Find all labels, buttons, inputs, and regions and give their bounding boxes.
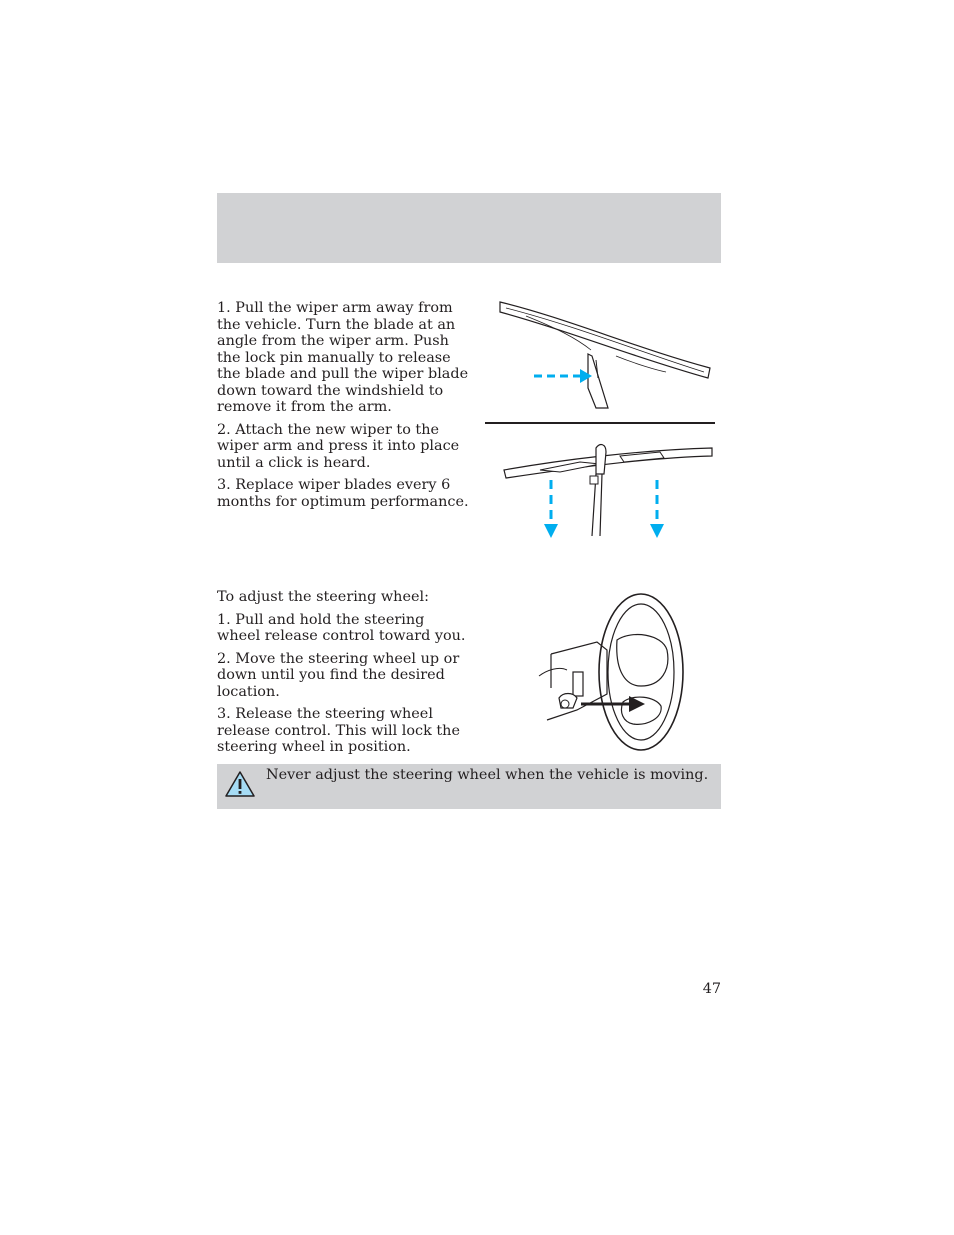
steering-wheel-illustration [537,590,689,754]
wiper-instructions [217,300,472,516]
section-header-band [217,193,721,263]
steering-step-2: 2. Move the steering wheel up or down until you find the desired location. [217,650,460,700]
wiper-step-1: 1. Pull the wiper arm away from the vehicle. Turn the blade at an angle from the wiper arm. Push the lock pin manually to release the blade and pull the wiper blade down toward the windshield to remove it from the arm. [217,300,469,415]
wiper-removal-illustration [496,298,712,410]
steering-step-3: 3. Release the steering wheel release control. This will lock the steering wheel in position. [217,706,460,755]
page-number: 47 [702,981,721,997]
steering-intro: To adjust the steering wheel: [217,589,429,605]
steering-instructions [217,589,472,762]
wiper-install-illustration [500,440,714,542]
warning-triangle-icon [224,770,256,798]
figure-divider [485,422,715,424]
steering-step-1: 1. Pull and hold the steering wheel release control toward you. [217,611,466,644]
wiper-step-2: 2. Attach the new wiper to the wiper arm and press it into place until a click is heard. [217,421,460,471]
wiper-step-3: 3. Replace wiper blades every 6 months for optimum performance. [217,477,469,510]
warning-text: Never adjust the steering wheel when the vehicle is moving. [266,767,709,783]
warning-box [217,764,721,809]
